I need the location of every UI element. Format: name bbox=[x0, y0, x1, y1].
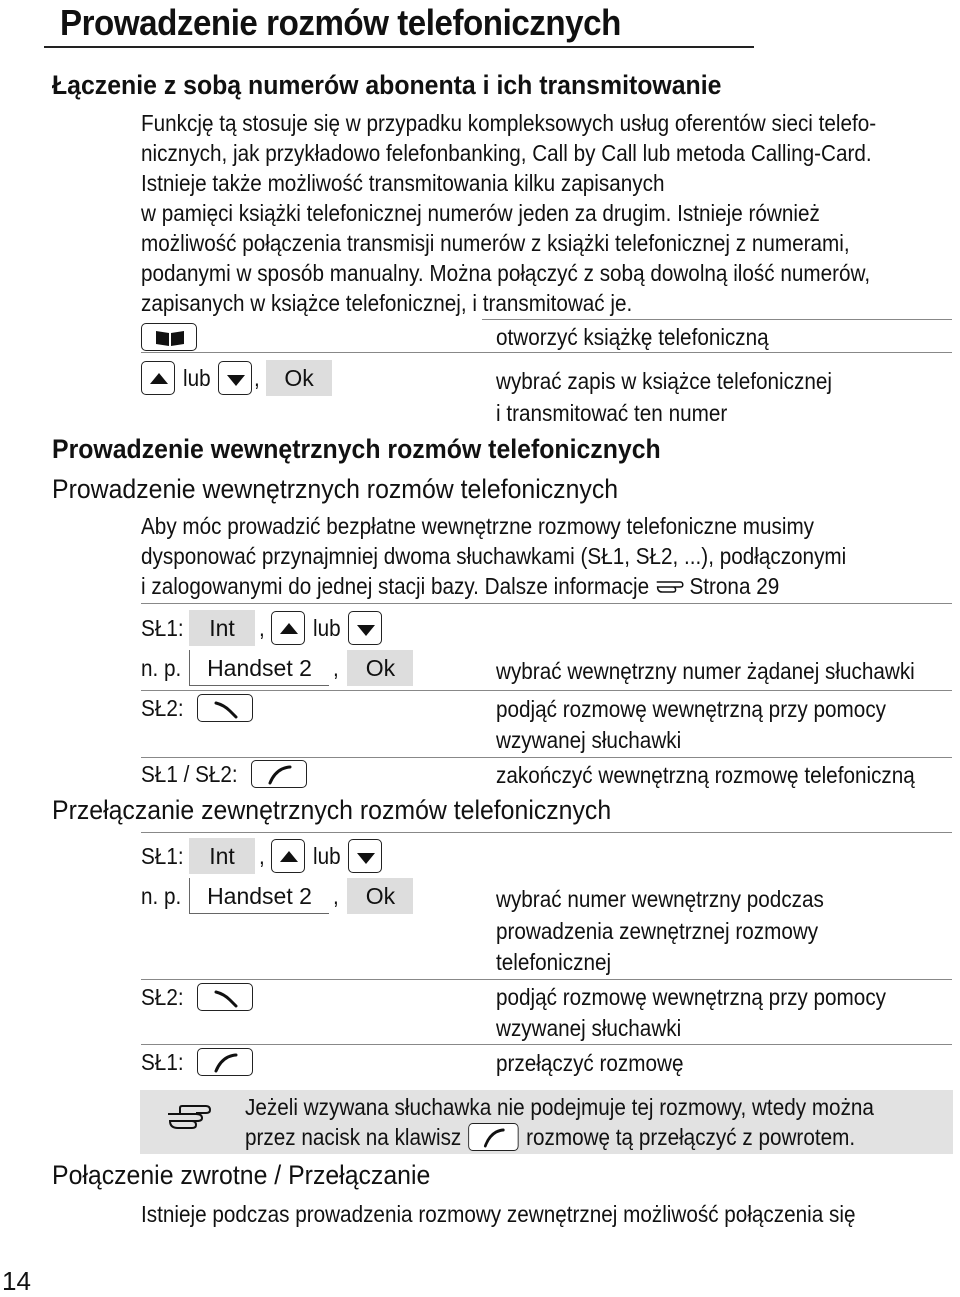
handset-1-2-label: SŁ1 / SŁ2: bbox=[141, 760, 238, 787]
divider bbox=[141, 979, 952, 980]
note-box bbox=[140, 1090, 953, 1154]
paragraph-line: nicznych, jak przykładowo felefonbanking, Call by Call lub metoda Calling-Card. bbox=[141, 140, 872, 166]
comma: , bbox=[333, 882, 339, 909]
comma: , bbox=[253, 364, 260, 391]
divider bbox=[141, 690, 952, 691]
step-desc: telefonicznej bbox=[496, 949, 612, 975]
arrow-up-icon[interactable] bbox=[141, 361, 175, 395]
end-call-icon[interactable] bbox=[251, 760, 307, 788]
handset-display-field: Handset 2 bbox=[189, 650, 329, 686]
step-desc: zakończyć wewnętrzną rozmowę telefoniczną bbox=[496, 762, 915, 788]
step-desc: i transmitować ten numer bbox=[496, 400, 728, 426]
divider bbox=[141, 1044, 952, 1045]
step-handset-select bbox=[141, 650, 413, 686]
divider bbox=[482, 319, 952, 320]
int-softkey[interactable]: Int bbox=[189, 610, 255, 646]
step-handset-select bbox=[141, 878, 413, 914]
paragraph-line: dysponować przynajmniej dwoma słuchawkami (SŁ1, SŁ2, ...), podłączonymi bbox=[141, 543, 847, 569]
section-heading-callback: Połączenie zwrotne / Przełączanie bbox=[52, 1160, 431, 1190]
arrow-down-icon[interactable] bbox=[348, 611, 382, 645]
pointing-hand-icon bbox=[166, 1104, 214, 1139]
section-paragraph-internal bbox=[141, 511, 960, 603]
section-heading-transfer: Przełączanie zewnętrznych rozmów telefonicznych bbox=[52, 795, 612, 825]
paragraph-line: możliwość połączenia transmisji numerów z książki telefonicznej z numerami, bbox=[141, 230, 850, 256]
step-answer-internal bbox=[141, 983, 253, 1011]
handset-1-label: SŁ1: bbox=[141, 1048, 184, 1075]
subsection-heading-internal: Prowadzenie wewnętrznych rozmów telefonicznych bbox=[52, 474, 619, 504]
divider bbox=[141, 352, 952, 353]
end-call-icon[interactable] bbox=[468, 1123, 518, 1151]
step-desc: wzywanej słuchawki bbox=[496, 1015, 682, 1041]
pointing-hand-icon bbox=[655, 573, 684, 603]
note-line bbox=[245, 1122, 855, 1152]
example-label: n. p. bbox=[141, 882, 182, 909]
note-text: rozmowę tą przełączyć z powrotem. bbox=[526, 1124, 856, 1150]
handset-2-label: SŁ2: bbox=[141, 983, 184, 1010]
arrow-down-icon[interactable] bbox=[218, 361, 252, 395]
step-desc: prowadzenia zewnętrznej rozmowy bbox=[496, 918, 819, 944]
comma: , bbox=[333, 654, 339, 681]
arrow-down-icon[interactable] bbox=[348, 839, 382, 873]
step-desc: wybrać wewnętrzny numer żądanej słuchawki bbox=[496, 658, 915, 684]
divider bbox=[141, 603, 952, 604]
paragraph-line: Funkcję tą stosuje się w przypadku kompleksowych usług oferentów sieci telefo- bbox=[141, 110, 877, 136]
call-icon[interactable] bbox=[197, 983, 253, 1011]
note-line: Jeżeli wzywana słuchawka nie podejmuje tej rozmowy, wtedy można bbox=[245, 1094, 874, 1120]
arrow-up-icon[interactable] bbox=[271, 839, 305, 873]
paragraph-line bbox=[141, 571, 951, 603]
note-text: przez nacisk na klawisz bbox=[245, 1124, 462, 1150]
handset-2-label: SŁ2: bbox=[141, 694, 184, 721]
or-label: lub bbox=[313, 614, 342, 641]
step-desc: podjąć rozmowę wewnętrzną przy pomocy bbox=[496, 984, 887, 1010]
or-label: lub bbox=[183, 364, 211, 391]
page-number: 14 bbox=[2, 1266, 31, 1296]
section-heading-internal: Prowadzenie wewnętrznych rozmów telefonicznych bbox=[52, 434, 661, 464]
page-title: Prowadzenie rozmów telefonicznych bbox=[60, 2, 621, 43]
step-desc: wzywanej słuchawki bbox=[496, 727, 682, 753]
step-int-select bbox=[141, 838, 382, 874]
paragraph-line: Istnieje także możliwość transmitowania kilku zapisanych bbox=[141, 170, 665, 196]
comma: , bbox=[259, 614, 265, 641]
ok-softkey[interactable]: Ok bbox=[347, 878, 413, 914]
paragraph-line: Aby móc prowadzić bezpłatne wewnętrzne rozmowy telefoniczne musimy bbox=[141, 513, 815, 539]
step-desc: otworzyć książkę telefoniczną bbox=[496, 324, 769, 350]
paragraph-line: w pamięci książki telefonicznej numerów jeden za drugim. Istnieje również bbox=[141, 200, 820, 226]
paragraph-line: zapisanych w książce telefonicznej, i transmitować je. bbox=[141, 290, 633, 316]
paragraph-line: Istnieje podczas prowadzenia rozmowy zewnętrznej możliwość połączenia się bbox=[141, 1201, 856, 1227]
page-reference-link[interactable]: Strona 29 bbox=[689, 573, 780, 599]
handset-display-field: Handset 2 bbox=[189, 878, 329, 914]
step-desc: przełączyć rozmowę bbox=[496, 1050, 684, 1076]
handset-1-label: SŁ1: bbox=[141, 614, 184, 641]
section-paragraph-chaining bbox=[141, 108, 960, 318]
divider bbox=[141, 757, 952, 758]
divider bbox=[141, 832, 952, 833]
int-softkey[interactable]: Int bbox=[189, 838, 255, 874]
call-icon[interactable] bbox=[197, 694, 253, 722]
step-open-phonebook bbox=[141, 323, 197, 351]
step-desc: podjąć rozmowę wewnętrzną przy pomocy bbox=[496, 696, 887, 722]
arrow-up-icon[interactable] bbox=[271, 611, 305, 645]
step-switch-call bbox=[141, 1048, 253, 1076]
comma: , bbox=[259, 842, 265, 869]
example-label: n. p. bbox=[141, 654, 182, 681]
paragraph-line-text: i zalogowanymi do jednej stacji bazy. Dalsze informacje bbox=[141, 573, 650, 599]
step-desc: wybrać numer wewnętrzny podczas bbox=[496, 886, 824, 912]
section-heading-chaining: Łączenie z sobą numerów abonenta i ich transmitowanie bbox=[52, 70, 722, 100]
step-select-entry bbox=[141, 360, 332, 396]
book-icon[interactable] bbox=[141, 323, 197, 351]
end-call-icon[interactable] bbox=[197, 1048, 253, 1076]
step-desc: wybrać zapis w książce telefonicznej bbox=[496, 368, 832, 394]
paragraph-line: podanymi w sposób manualny. Można połączyć z sobą dowolną ilość numerów, bbox=[141, 260, 871, 286]
step-answer-internal bbox=[141, 694, 253, 722]
ok-softkey[interactable]: Ok bbox=[347, 650, 413, 686]
or-label: lub bbox=[313, 842, 342, 869]
ok-softkey[interactable]: Ok bbox=[266, 360, 332, 396]
title-rule bbox=[44, 46, 754, 48]
step-end-internal bbox=[141, 760, 307, 788]
handset-1-label: SŁ1: bbox=[141, 842, 184, 869]
step-int-select bbox=[141, 610, 382, 646]
